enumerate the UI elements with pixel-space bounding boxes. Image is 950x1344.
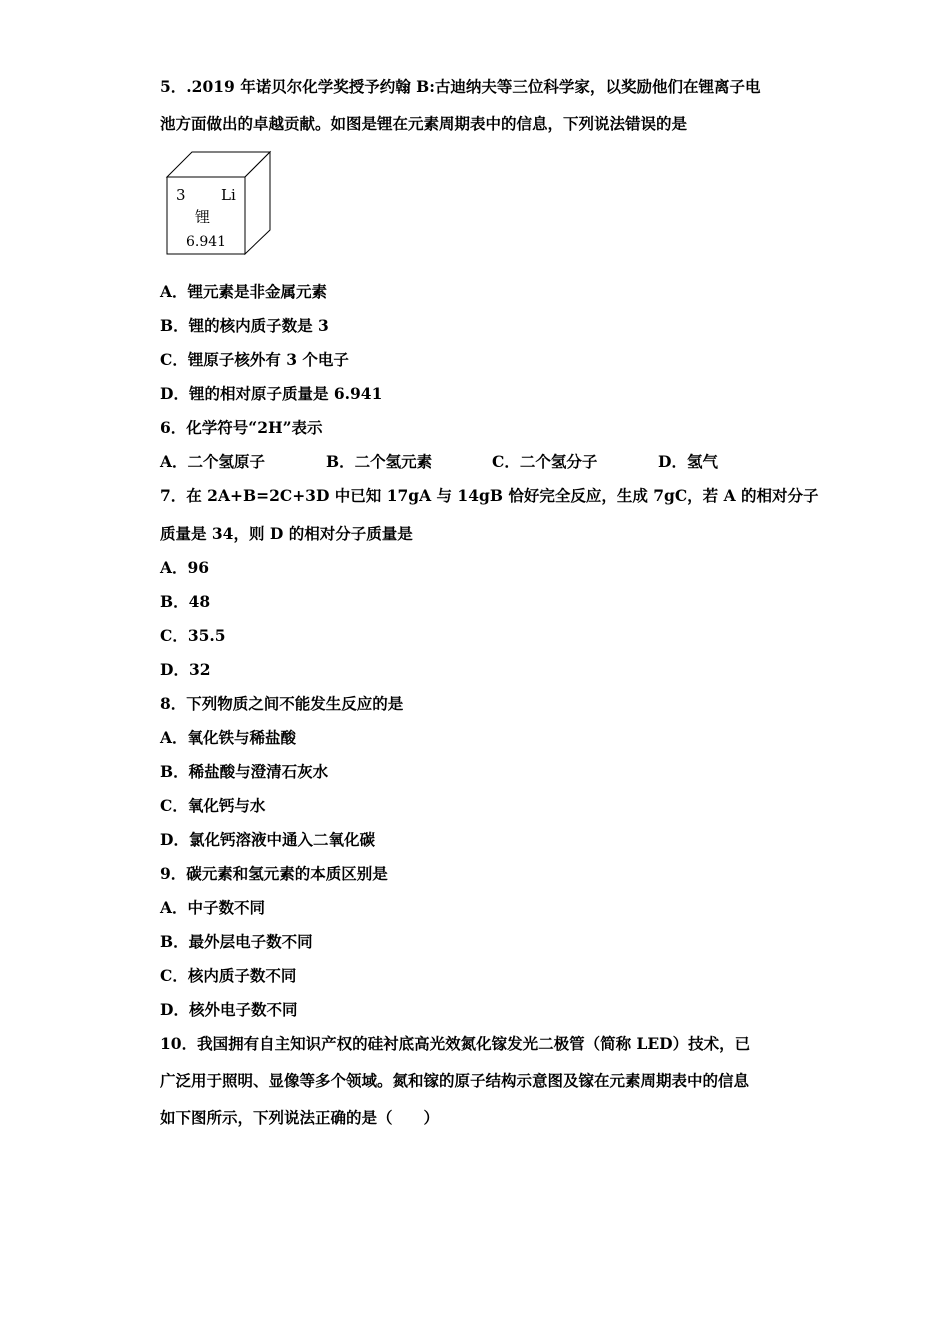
- q9-option-c: C．核内质子数不同: [160, 966, 297, 985]
- q7-stem-line-2: 质量是 34，则 D 的相对分子质量是: [160, 524, 413, 543]
- q7-option-b: B．48: [160, 592, 211, 611]
- q8-option-a: A．氧化铁与稀盐酸: [160, 728, 297, 747]
- q9-option-d: D．核外电子数不同: [160, 1000, 298, 1019]
- q6-stem: 6．化学符号“2H”表示: [160, 418, 323, 437]
- q8-option-d: D．氯化钙溶液中通入二氧化碳: [160, 830, 375, 849]
- q10-stem-line-1: 10．我国拥有自主知识产权的硅衬底高光效氮化镓发光二极管（简称 LED）技术，已: [160, 1034, 751, 1053]
- q9-option-b: B．最外层电子数不同: [160, 932, 313, 951]
- q9-stem: 9．碳元素和氢元素的本质区别是: [160, 864, 388, 883]
- element-name: 锂: [195, 208, 211, 226]
- q5-option-d: D．锂的相对原子质量是 6.941: [160, 384, 383, 403]
- q7-option-a: A．96: [160, 558, 210, 577]
- q5-stem-line-1: 5．.2019 年诺贝尔化学奖授予约翰 B:古迪纳夫等三位科学家，以奖励他们在锂离子电: [160, 77, 761, 96]
- q9-option-a: A．中子数不同: [160, 898, 266, 917]
- q5-stem-line-2: 池方面做出的卓越贡献。如图是锂在元素周期表中的信息，下列说法错误的是: [160, 114, 688, 133]
- q8-option-c: C．氧化钙与水: [160, 796, 266, 815]
- q5-option-a: A．锂元素是非金属元素: [160, 282, 328, 301]
- q6-options-row: [160, 452, 824, 472]
- q6-option-b: B．二个氢元素: [326, 452, 433, 471]
- atomic-mass: 6.941: [186, 234, 227, 250]
- q7-stem-line-1: 7．在 2A+B=2C+3D 中已知 17gA 与 14gB 恰好完全反应，生成 7gC，若 A 的相对分子: [160, 486, 819, 505]
- element-symbol: Li: [221, 186, 236, 204]
- q8-option-b: B．稀盐酸与澄清石灰水: [160, 762, 329, 781]
- q10-stem-line-3: 如下图所示，下列说法正确的是（ ）: [160, 1108, 440, 1127]
- q7-option-c: C．35.5: [160, 626, 226, 645]
- q10-stem-line-2: 广泛用于照明、显像等多个领域。氮和镓的原子结构示意图及镓在元素周期表中的信息: [160, 1071, 750, 1090]
- q5-option-b: B．锂的核内质子数是 3: [160, 316, 329, 335]
- q5-option-c: C．锂原子核外有 3 个电子: [160, 350, 349, 369]
- lithium-element-card: [165, 150, 275, 260]
- q6-option-c: C．二个氢分子: [492, 452, 598, 471]
- q8-stem: 8．下列物质之间不能发生反应的是: [160, 694, 404, 713]
- q6-option-d: D．氢气: [658, 452, 718, 471]
- q6-option-a: A．二个氢原子: [160, 452, 266, 471]
- atomic-number: 3: [176, 186, 186, 204]
- q7-option-d: D．32: [160, 660, 211, 679]
